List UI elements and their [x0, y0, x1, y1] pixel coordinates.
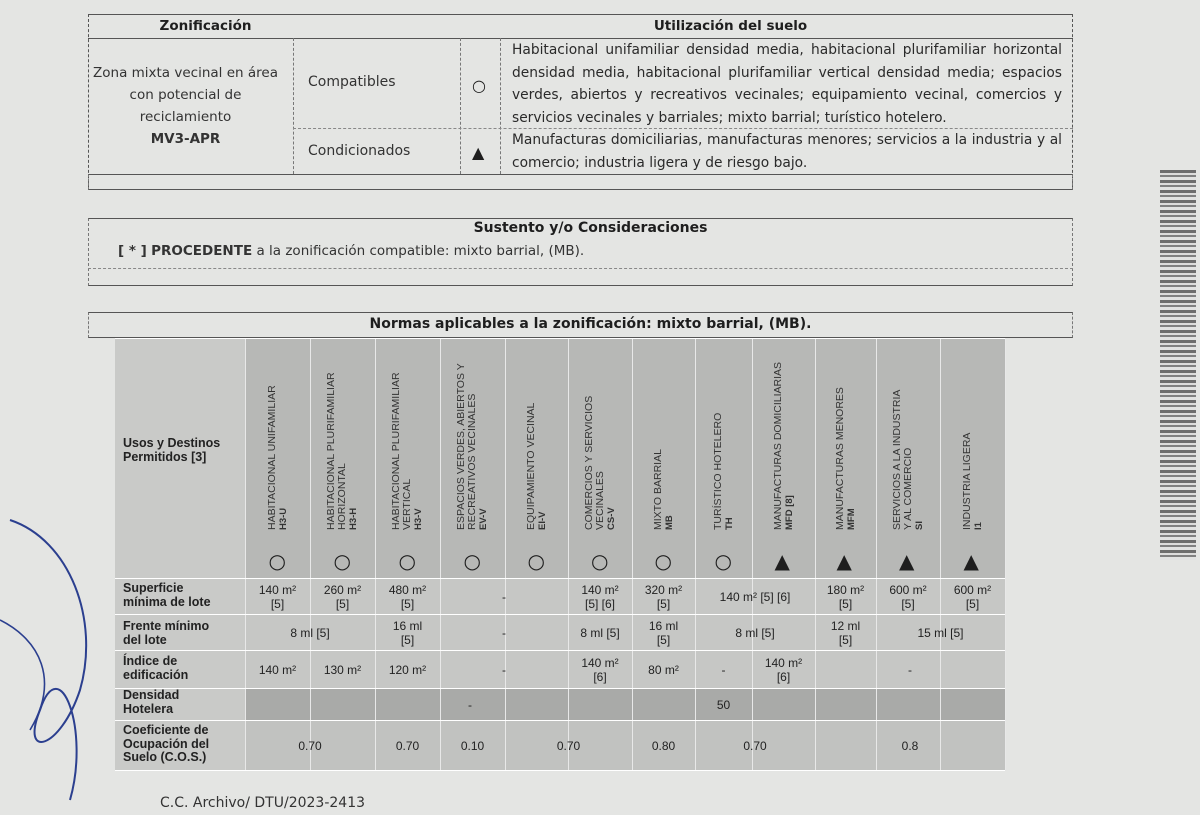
zone-line: con potencial de [129, 87, 242, 103]
frente-value: 8 ml [5] [580, 626, 620, 640]
compatibles-uses: Habitacional unifamiliar densidad media, habitacional plurifamiliar horizontal densidad media, habitacional plurifamiliar vertical densidad media; espacios verdes, abiertos y recreativos vecinales; equipamiento vecinal, comercios y servicios vecinales y barriales; mixto barrial; turístico hotelero. [512, 42, 1062, 126]
indice-value: - [502, 663, 506, 677]
row-label-line: Índice de [123, 654, 178, 668]
column-header-line: HABITACIONAL PLURIFAMILIAR [390, 372, 402, 530]
circle-icon: ○ [714, 549, 732, 573]
row-label-line: Suelo (C.O.S.) [123, 750, 207, 764]
column-header-line: HABITACIONAL PLURIFAMILIAR [325, 372, 337, 530]
frente-value: 15 ml [5] [917, 626, 964, 640]
circle-icon: ○ [472, 76, 486, 95]
indice-value: 140 m² [258, 663, 297, 677]
zoning-table [88, 14, 1073, 188]
grid-column-line [1005, 338, 1006, 770]
densidad-label [123, 689, 179, 716]
condicionados-uses: Manufacturas domiciliarias, manufacturas menores; servicios a la industria y al comercio; industria ligera y de riesgo bajo. [512, 132, 1062, 171]
triangle-icon: ▲ [963, 549, 979, 573]
side-stamp [1160, 170, 1196, 560]
triangle-icon: ▲ [899, 549, 915, 573]
column-header-line: INDUSTRIA LIGERA [960, 432, 973, 530]
superficie-label [123, 582, 211, 609]
grid-column-line [752, 338, 753, 770]
row-label-line: Ocupación del [123, 736, 210, 751]
sustento-text [118, 243, 584, 259]
cos-value: 0.70 [743, 739, 767, 753]
circle-icon: ○ [654, 549, 672, 573]
cos-label [123, 724, 209, 765]
col-divider [460, 38, 461, 174]
frente-value: - [502, 626, 506, 640]
column-code: TH [723, 517, 735, 530]
circle-icon: ○ [527, 549, 545, 573]
column-header-line: SERVICIOS A LA INDUSTRIA [890, 389, 903, 530]
frente-value: 12 ml [5] [830, 619, 861, 647]
frente-value: 8 ml [5] [290, 626, 330, 640]
row-label-line: Hotelera [123, 701, 174, 716]
row-label-line: edificación [123, 667, 189, 682]
superficie-value: 140 m² [5] [6] [719, 590, 791, 604]
indice-label [123, 655, 188, 682]
sustento-keyword: PROCEDENTE [151, 243, 253, 259]
column-header-line: Y AL COMERCIO [901, 447, 914, 530]
cos-value: 0.80 [651, 739, 676, 753]
superficie-value: 600 m² [5] [889, 583, 927, 611]
grid-row-line [115, 578, 1005, 579]
column-header-line: MANUFACTURAS MENORES [833, 387, 846, 530]
sustento-title: Sustento y/o Consideraciones [473, 220, 708, 236]
indice-value: 140 m² [6] [764, 656, 803, 684]
column-header [892, 340, 925, 530]
column-header-line: MIXTO BARRIAL [651, 449, 664, 530]
column-header [584, 340, 617, 530]
triangle-icon: ▲ [774, 549, 790, 573]
column-code: MFD [8] [783, 495, 795, 530]
superficie-value: 140 m² [5] [258, 583, 297, 611]
triangle-icon: ▲ [836, 549, 852, 573]
usos-label-line: Permitidos [3] [123, 449, 207, 464]
circle-icon: ○ [268, 549, 286, 573]
row-label-line: mínima de lote [123, 594, 211, 609]
superficie-value: 260 m² [5] [323, 583, 362, 611]
column-code: I1 [972, 522, 984, 530]
column-code: CS-V [605, 507, 617, 530]
frente-value: 16 ml [5] [648, 619, 679, 647]
empty-row [88, 174, 1073, 190]
column-header-line: TURÍSTICO HOTELERO [711, 412, 724, 530]
column-header [526, 340, 548, 530]
column-header-line: COMERCIOS Y SERVICIOS [582, 395, 595, 530]
zone-line: Zona mixta vecinal en área [93, 65, 278, 81]
column-header-line: MANUFACTURAS DOMICILIARIAS [771, 361, 784, 530]
grid-row-line [115, 614, 1005, 615]
normas-title: Normas aplicables a la zonificación: mixto barrial, (MB). [369, 316, 812, 332]
indice-value: - [721, 663, 726, 677]
column-code: EI-V [536, 511, 548, 530]
grid-row-line [115, 720, 1005, 721]
densidad-value: 50 [716, 698, 731, 712]
frente-label [123, 620, 209, 647]
cos-value: 0.70 [395, 739, 420, 753]
indice-value: 80 m² [648, 663, 679, 677]
column-header [962, 340, 984, 530]
sustento-marker: [ * ] [118, 243, 147, 259]
grid-row-line [115, 338, 1005, 339]
grid-row-line [115, 688, 1005, 689]
column-header-line: VECINALES [593, 471, 606, 530]
superficie-value: 480 m² [5] [388, 583, 427, 611]
column-header-line: HABITACIONAL UNIFAMILIAR [265, 385, 278, 530]
densidad-value: - [468, 698, 472, 712]
column-header-line: VERTICAL [401, 478, 413, 530]
footer-reference: C.C. Archivo/ DTU/2023-2413 [160, 795, 366, 811]
compatibles-label: Compatibles [308, 74, 396, 90]
column-code: H3-U [277, 507, 289, 530]
row-label-line: Superficie [123, 581, 184, 595]
column-code: H3-V [413, 508, 424, 530]
superficie-value: - [502, 590, 506, 604]
cos-value: 0.10 [460, 739, 485, 753]
row-label-line: del lote [123, 632, 167, 647]
zone-code: MV3-APR [150, 131, 221, 147]
column-header [391, 340, 424, 530]
column-header [713, 340, 735, 530]
column-header [326, 340, 359, 530]
column-code: SI [913, 521, 925, 530]
column-header [456, 340, 489, 530]
cos-value: 0.70 [556, 739, 581, 753]
column-header [267, 340, 289, 530]
col-divider [500, 38, 501, 174]
zone-description [88, 62, 283, 150]
grid-row-line [115, 650, 1005, 651]
circle-icon: ○ [398, 549, 416, 573]
circle-icon: ○ [463, 549, 481, 573]
superficie-value: 600 m² [5] [953, 583, 992, 611]
grid-column-line [815, 338, 816, 770]
cos-value: 0.70 [298, 739, 322, 753]
signature-scribble [0, 500, 110, 815]
column-header-line: ESPACIOS VERDES, ABIERTOS Y [455, 363, 467, 530]
column-header [653, 340, 675, 530]
column-header-line: EQUIPAMIENTO VECINAL [524, 402, 537, 530]
row-label-line: Frente mínimo [123, 619, 210, 633]
header-zonificacion: Zonificación [159, 18, 252, 34]
sustento-divider [88, 268, 1073, 269]
header-utilizacion: Utilización del suelo [653, 18, 808, 34]
superficie-value: 320 m² [5] [644, 583, 683, 611]
row-label-line: Coeficiente de [123, 723, 209, 737]
grid-column-line [876, 338, 877, 770]
column-header [773, 340, 795, 530]
row-label-line: Densidad [123, 688, 180, 702]
column-header-line: RECREATIVOS VECINALES [466, 393, 478, 530]
column-code: MFM [845, 508, 857, 530]
indice-value: 130 m² [323, 663, 362, 677]
superficie-value: 180 m² [5] [826, 583, 865, 611]
usos-label [123, 437, 243, 464]
superficie-value: 140 m² [5] [6] [581, 583, 619, 611]
column-code: EV-V [478, 508, 489, 530]
triangle-icon: ▲ [472, 143, 485, 162]
column-code: H3-H [348, 507, 359, 530]
zone-line: reciclamiento [139, 109, 232, 125]
indice-value: - [908, 663, 912, 677]
grid-column-line [940, 338, 941, 770]
circle-icon: ○ [333, 549, 351, 573]
cos-value: 0.8 [901, 739, 919, 753]
column-header-line: HORIZONTAL [336, 463, 348, 530]
indice-value: 140 m² [6] [581, 656, 619, 684]
usos-label-line: Usos y Destinos [123, 436, 221, 450]
col-divider [293, 38, 294, 174]
condicionados-label: Condicionados [308, 143, 411, 159]
grid-row-line [115, 770, 1005, 771]
sustento-body: a la zonificación compatible: mixto barrial, (MB). [252, 243, 585, 259]
frente-value: 8 ml [5] [735, 626, 775, 640]
frente-value: 16 ml [5] [392, 619, 423, 647]
indice-value: 120 m² [388, 663, 427, 677]
column-header [835, 340, 857, 530]
column-code: MB [663, 515, 675, 530]
circle-icon: ○ [591, 549, 609, 573]
